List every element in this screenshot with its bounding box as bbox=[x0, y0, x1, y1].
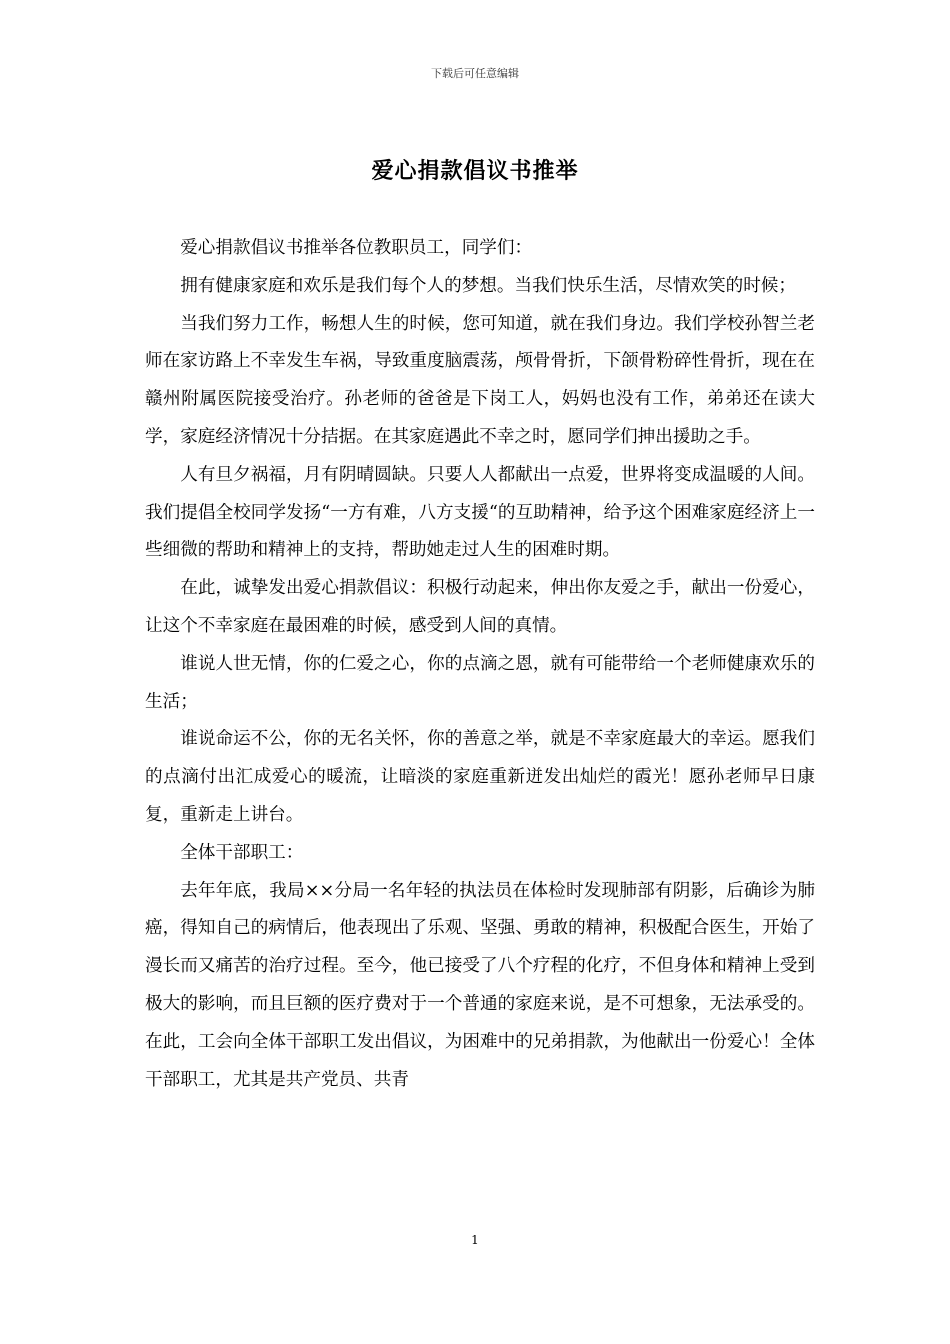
document-title: 爱心捐款倡议书推举 bbox=[371, 158, 579, 184]
paragraph: 去年年底，我局××分局一名年轻的执法员在体检时发现肺部有阴影，后确诊为肺癌，得知自己的病情后，他表现出了乐观、坚强、勇敢的精神，积极配合医生，开始了漫长而又痛苦的治疗过程。至今，他已接受了八个疗程的化疗，不但身体和精神上受到极大的影响，而且巨额的医疗费对于一个普通的家庭来说，是不可想象，无法承受的。在此，工会向全体干部职工发出倡议，为困难中的兄弟捐款，为他献出一份爱心！全体干部职工，尤其是共产党员、共青 bbox=[145, 880, 815, 1090]
paragraph: 人有旦夕祸福，月有阴晴圆缺。只要人人都献出一点爱，世界将变成温暖的人间。我们提倡全校同学发扬“一方有难，八方支援“的互助精神，给予这个困难家庭经济上一些细微的帮助和精神上的支持，帮助她走过人生的困难时期。 bbox=[145, 464, 815, 561]
paragraph: 在此，诚挚发出爱心捐款倡议：积极行动起来，伸出你友爱之手，献出一份爱心，让这个不幸家庭在最困难的时候，感受到人间的真情。 bbox=[145, 578, 815, 636]
page-number: 1 bbox=[471, 1233, 479, 1247]
paragraph-salutation: 全体干部职工： bbox=[180, 842, 304, 863]
paragraph-salutation: 爱心捐款倡议书推举各位教职员工，同学们： bbox=[180, 238, 533, 258]
paragraph: 当我们努力工作，畅想人生的时候，您可知道，就在我们身边。我们学校孙智兰老师在家访路上不幸发生车祸，导致重度脑震荡，颅骨骨折，下颌骨粉碎性骨折，现在在赣州附属医院接受治疗。孙老师的爸爸是下岗工人，妈妈也没有工作，弟弟还在读大学，家庭经济情况十分拮据。在其家庭遇此不幸之时，愿同学们抻出援助之手。 bbox=[145, 313, 815, 447]
paragraph: 谁说人世无情，你的仁爱之心，你的点滴之恩，就有可能带给一个老师健康欢乐的生活； bbox=[145, 653, 815, 712]
paragraph: 拥有健康家庭和欢乐是我们每个人的梦想。当我们快乐生活，尽情欢笑的时候； bbox=[180, 275, 796, 296]
document-body bbox=[145, 230, 815, 1099]
page-header-note: 下载后可任意编辑 bbox=[431, 67, 519, 80]
paragraph: 谁说命运不公，你的无名关怀，你的善意之举，就是不幸家庭最大的幸运。愿我们的点滴付出汇成爱心的暖流，让暗淡的家庭重新迸发出灿烂的霞光！愿孙老师早日康复，重新走上讲台。 bbox=[145, 729, 815, 825]
